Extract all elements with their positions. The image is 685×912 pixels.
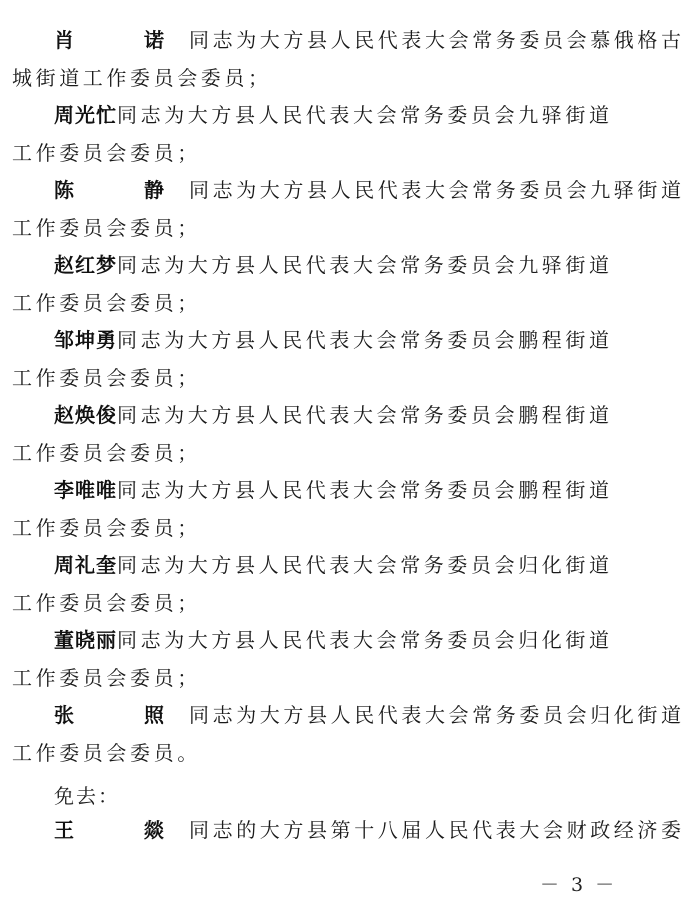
page-number: － 3 －	[540, 874, 618, 896]
appointment-text: 同志为大方县人民代表大会常务委员会慕俄格古	[189, 28, 685, 52]
person-name: 赵焕俊	[54, 403, 117, 427]
appointment-item	[0, 703, 685, 781]
appointment-text-continued: 工作委员会委员；	[12, 141, 201, 165]
appointment-text: 同志为大方县人民代表大会常务委员会鹏程街道	[117, 478, 613, 502]
appointment-text: 同志为大方县人民代表大会常务委员会归化街道	[117, 553, 613, 577]
appointment-item	[0, 405, 621, 481]
appointment-item	[0, 555, 621, 631]
removal-text: 同志的大方县第十八届人民代表大会财政经济委	[189, 818, 685, 842]
appointment-text: 同志为大方县人民代表大会常务委员会归化街道	[189, 703, 685, 727]
appointment-text-continued: 工作委员会委员；	[12, 291, 201, 315]
person-name: 王 燚	[54, 818, 189, 842]
person-name: 肖 诺	[54, 28, 189, 52]
appointment-text-continued: 工作委员会委员；	[12, 666, 201, 690]
appointment-text: 同志为大方县人民代表大会常务委员会鹏程街道	[117, 403, 613, 427]
person-name: 周礼奎	[54, 553, 117, 577]
appointment-text: 同志为大方县人民代表大会常务委员会九驿街道	[189, 178, 685, 202]
person-name: 李唯唯	[54, 478, 117, 502]
person-name: 周光忙	[54, 103, 117, 127]
appointment-item	[0, 178, 685, 256]
removal-item	[0, 818, 685, 858]
person-name: 赵红梦	[54, 253, 117, 277]
appointment-text-continued: 工作委员会委员；	[12, 366, 201, 390]
appointment-item	[0, 28, 685, 106]
appointment-text: 同志为大方县人民代表大会常务委员会九驿街道	[117, 103, 613, 127]
appointment-text: 同志为大方县人民代表大会常务委员会鹏程街道	[117, 328, 613, 352]
person-name: 张 照	[54, 703, 189, 727]
appointment-text-continued: 工作委员会委员；	[12, 441, 201, 465]
appointment-text-continued: 城街道工作委员会委员；	[12, 66, 272, 90]
appointment-text-continued: 工作委员会委员。	[12, 741, 201, 765]
appointment-item	[0, 330, 621, 406]
appointment-item	[0, 630, 621, 706]
appointment-item	[0, 255, 621, 331]
appointment-item	[0, 480, 621, 556]
removal-section-label: 免去：	[54, 784, 120, 808]
appointment-item	[0, 105, 621, 181]
appointment-text-continued: 工作委员会委员；	[12, 516, 201, 540]
person-name: 陈 静	[54, 178, 189, 202]
appointment-text: 同志为大方县人民代表大会常务委员会九驿街道	[117, 253, 613, 277]
appointment-text: 同志为大方县人民代表大会常务委员会归化街道	[117, 628, 613, 652]
appointment-text-continued: 工作委员会委员；	[12, 591, 201, 615]
appointment-text-continued: 工作委员会委员；	[12, 216, 201, 240]
person-name: 邹坤勇	[54, 328, 117, 352]
person-name: 董晓丽	[54, 628, 117, 652]
